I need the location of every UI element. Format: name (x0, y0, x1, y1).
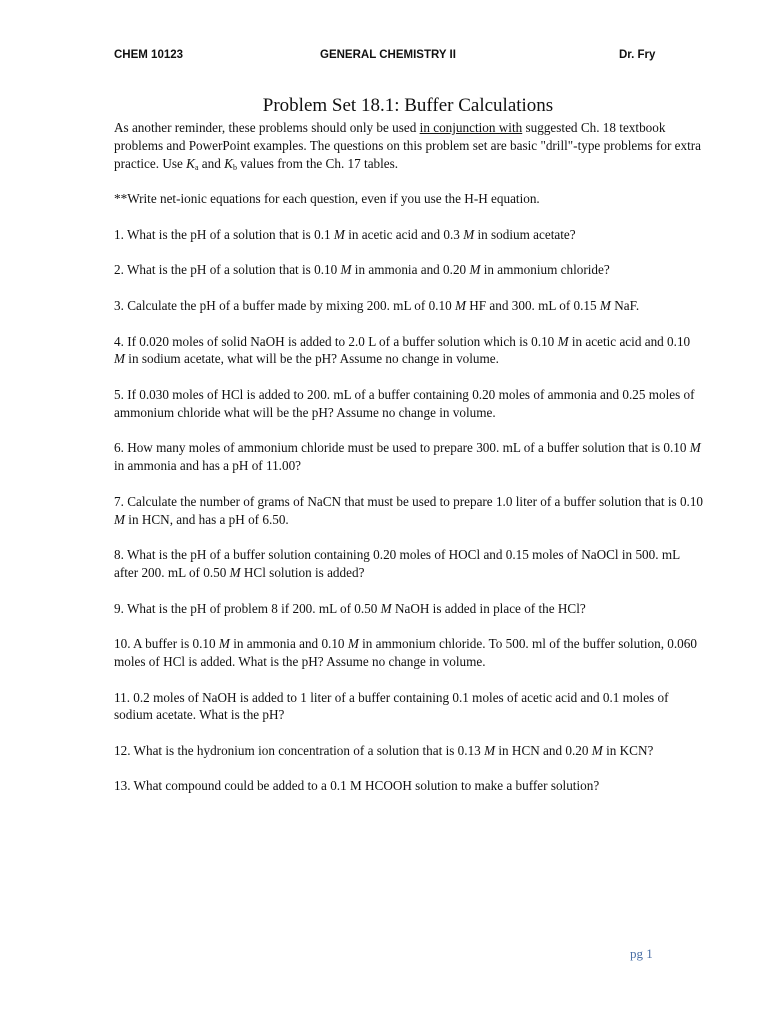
problem-10: 10. A buffer is 0.10 M in ammonia and 0.10 M in ammonium chloride. To 500. ml of the buffer solution, 0.060 moles of HCl is added. What is the pH? Assume no change in volume. (114, 636, 697, 669)
problem-2: 2. What is the pH of a solution that is 0.10 M in ammonia and 0.20 M in ammonium chloride? (114, 262, 610, 278)
problem-6: 6. How many moles of ammonium chloride must be used to prepare 300. mL of a buffer solution that is 0.10 M in ammonia and has a pH of 11.00? (114, 440, 701, 474)
course-code: CHEM 10123 (114, 49, 184, 61)
course-title: GENERAL CHEMISTRY II (320, 49, 456, 61)
page-header (0, 49, 768, 65)
problem-5: 5. If 0.030 moles of HCl is added to 200. mL of a buffer containing 0.20 moles of ammonia and 0.25 moles of ammonium chloride what will be the pH? Assume no change in volume. (114, 386, 695, 420)
instruction-paragraph: **Write net-ionic equations for each question, even if you use the H-H equation. (114, 191, 540, 207)
problem-11: 11. 0.2 moles of NaOH is added to 1 liter of a buffer containing 0.1 moles of acetic acid and 0.1 moles of sodium acetate. What is the pH? (114, 689, 669, 723)
document-title: Problem Set 18.1: Buffer Calculations (262, 95, 554, 116)
underlined-phrase: in conjunction with (419, 120, 523, 135)
problem-9: 9. What is the pH of problem 8 if 200. mL of 0.50 M NaOH is added in place of the HCl? (114, 600, 586, 616)
problem-12: 12. What is the hydronium ion concentration of a solution that is 0.13 M in HCN and 0.20 M in KCN? (114, 742, 654, 758)
problem-8: 8. What is the pH of a buffer solution containing 0.20 moles of HOCl and 0.15 moles of NaOCl in 500. mL after 200. mL of 0.50 M HCl solution is added? (114, 547, 680, 580)
problem-3: 3. Calculate the pH of a buffer made by mixing 200. mL of 0.10 M HF and 300. mL of 0.15 M NaF. (114, 297, 640, 313)
problem-7: 7. Calculate the number of grams of NaCN that must be used to prepare 1.0 liter of a buffer solution that is 0.10 M in HCN, and has a pH of 6.50. (114, 493, 704, 527)
instructor-name: Dr. Fry (619, 49, 656, 61)
page-number: pg 1 (630, 946, 653, 961)
intro-paragraph: As another reminder, these problems should only be used in conjunction with suggested Ch. 18 textbook problems and PowerPoint examples. The questions on this problem set are basic "drill"-type problems for extra practice. Use $K_a$ and $K_b$ values from the Ch. 17 tables. (114, 120, 701, 172)
problem-1: 1. What is the pH of a solution that is 0.1 M in acetic acid and 0.3 M in sodium acetate? (114, 226, 576, 242)
problem-13: 13. What compound could be added to a 0.1 M HCOOH solution to make a buffer solution? (114, 778, 600, 794)
problem-4: 4. If 0.020 moles of solid NaOH is added to 2.0 L of a buffer solution which is 0.10 M in acetic acid and 0.10 M in sodium acetate, what will be the pH? Assume no change in volume. (114, 333, 691, 367)
document-body (114, 119, 704, 813)
